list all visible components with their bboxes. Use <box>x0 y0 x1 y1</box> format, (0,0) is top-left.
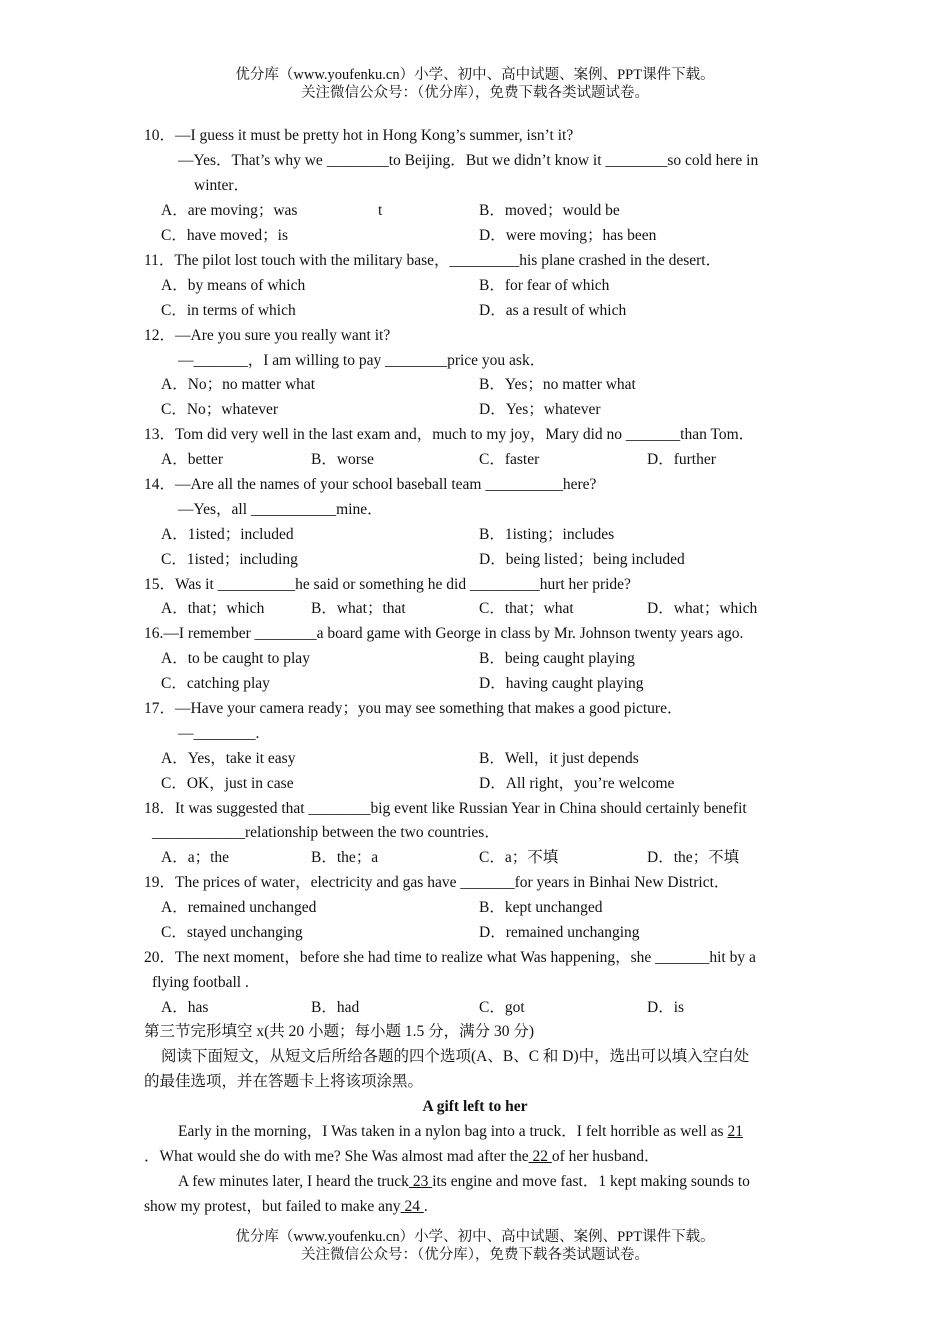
page-header <box>0 66 950 103</box>
q18-option-a: A．a；the <box>161 849 230 866</box>
passage-line-2 <box>144 1147 659 1167</box>
q12-option-c: C．No；whatever <box>161 401 279 418</box>
q19-option-c: C．stayed unchanging <box>161 924 303 941</box>
q14-stem: 14．—Are all the names of your school baseball team __________here? <box>144 476 597 493</box>
q16-option-a: A．to be caught to play <box>161 650 310 667</box>
q10-stray-char: t <box>378 202 383 219</box>
q13-stem: 13．Tom did very well in the last exam and，much to my joy，Mary did no _______than Tom． <box>144 426 755 443</box>
q10-stem: 10．—I guess it must be pretty hot in Hong Kong’s summer, isn’t it? <box>144 127 574 144</box>
q18-option-d: D．the；不填 <box>647 849 740 866</box>
q15-stem: 15．Was it __________he said or something he did _________hurt her pride? <box>144 576 631 593</box>
blank-21: 21 <box>727 1123 743 1140</box>
q10-reply: —Yes．That’s why we ________to Beijing．But we didn’t know it ________so cold here in <box>178 152 759 169</box>
q17-reply: —________. <box>178 725 260 742</box>
section-heading: 第三节完形填空 x(共 20 小题；每小题 1.5 分，满分 30 分) <box>144 1023 535 1040</box>
q16-stem: 16.—I remember ________a board game with George in class by Mr. Johnson twenty years ago. <box>144 625 744 642</box>
q12-reply: —_______，I am willing to pay ________price you ask． <box>178 352 546 369</box>
q16-option-c: C．catching play <box>161 675 270 692</box>
q13-option-a: A．better <box>161 451 223 468</box>
q17-option-a: A．Yes，take it easy <box>161 750 296 767</box>
q20-stem: 20．The next moment，before she had time to realize what Was happening，she _______hit by a <box>144 949 756 966</box>
passage-text: Early in the morning，I Was taken in a nylon bag into a truck．I felt horrible as well as <box>178 1123 728 1140</box>
passage-text: show my protest，but failed to make any <box>144 1198 401 1215</box>
q10-option-c: C．have moved；is <box>161 227 288 244</box>
q14-option-d: D．being listed；being included <box>479 551 685 568</box>
passage-text: ．What would she do with me? She Was almost mad after the <box>144 1148 529 1165</box>
q14-reply: —Yes，all ___________mine． <box>178 501 383 518</box>
q18-option-c: C．a；不填 <box>479 849 559 866</box>
q20-option-c: C．got <box>479 999 525 1016</box>
blank-24: 24 <box>400 1198 424 1215</box>
q13-option-b: B．worse <box>311 451 374 468</box>
passage-text: . <box>423 1198 428 1215</box>
q13-option-d: D．further <box>647 451 716 468</box>
footer-line-1: 优分库（www.youfenku.cn）小学、初中、高中试题、案例、PPT课件下载。 <box>235 1229 715 1245</box>
passage-text: A few minutes later, I heard the truck <box>178 1173 409 1190</box>
q19-option-d: D．remained unchanging <box>479 924 640 941</box>
q20-option-b: B．had <box>311 999 360 1016</box>
q14-option-a: A．1isted；included <box>161 526 294 543</box>
q15-option-a: A．that；which <box>161 600 265 617</box>
q14-option-c: C．1isted；including <box>161 551 298 568</box>
q11-option-d: D．as a result of which <box>479 302 627 319</box>
section-instructions: 阅读下面短文，从短文后所给各题的四个选项(A、B、C 和 D)中，选出可以填入空白处 <box>161 1048 750 1065</box>
q15-option-b: B．what；that <box>311 600 406 617</box>
passage-line-4 <box>144 1197 428 1217</box>
q11-option-b: B．for fear of which <box>479 277 610 294</box>
q18-option-b: B．the；a <box>311 849 379 866</box>
q12-stem: 12．—Are you sure you really want it? <box>144 327 391 344</box>
header-line-2: 关注微信公众号：（优分库），免费下载各类试题试卷。 <box>301 85 649 101</box>
q12-option-b: B．Yes；no matter what <box>479 376 636 393</box>
q20-stem-cont: flying football . <box>152 974 249 991</box>
q10-reply-cont: winter． <box>194 177 250 194</box>
page-footer <box>0 1228 950 1265</box>
q20-option-a: A．has <box>161 999 209 1016</box>
passage-line-3 <box>178 1172 750 1192</box>
footer-line-2: 关注微信公众号：（优分库），免费下载各类试题试卷。 <box>301 1247 649 1263</box>
q12-option-a: A．No；no matter what <box>161 376 316 393</box>
q10-option-b: B．moved；would be <box>479 202 620 219</box>
q11-option-c: C．in terms of which <box>161 302 296 319</box>
blank-23: 23 <box>408 1173 433 1190</box>
q19-option-a: A．remained unchanged <box>161 899 317 916</box>
q18-stem-cont: ____________relationship between the two countries． <box>152 824 500 841</box>
q19-stem: 19．The prices of water，electricity and gas have _______for years in Binhai New District． <box>144 874 730 891</box>
q17-stem: 17．—Have your camera ready；you may see something that makes a good picture． <box>144 700 683 717</box>
q14-option-b: B．1isting；includes <box>479 526 615 543</box>
q20-option-d: D．is <box>647 999 685 1016</box>
q16-option-b: B．being caught playing <box>479 650 635 667</box>
passage-title: A gift left to her <box>422 1098 528 1115</box>
q16-option-d: D．having caught playing <box>479 675 644 692</box>
q19-option-b: B．kept unchanged <box>479 899 603 916</box>
q17-option-d: D．All right，you’re welcome <box>479 775 675 792</box>
header-line-1: 优分库（www.youfenku.cn）小学、初中、高中试题、案例、PPT课件下载。 <box>235 67 715 83</box>
q15-option-d: D．what；which <box>647 600 758 617</box>
q17-option-b: B．Well，it just depends <box>479 750 639 767</box>
q10-option-a: A．are moving；was <box>161 202 298 219</box>
q18-stem: 18．It was suggested that ________big event like Russian Year in China should certainly benefit <box>144 800 747 817</box>
q17-option-c: C．OK，just in case <box>161 775 294 792</box>
q13-option-c: C．faster <box>479 451 540 468</box>
passage-line-1 <box>178 1122 743 1142</box>
blank-22: 22 <box>528 1148 552 1165</box>
q11-option-a: A．by means of which <box>161 277 306 294</box>
q10-option-d: D．were moving；has been <box>479 227 657 244</box>
passage-text: its engine and move fast．1 kept making sounds to <box>432 1173 750 1190</box>
q11-stem: 11．The pilot lost touch with the military base，_________his plane crashed in the desert． <box>144 252 722 269</box>
passage-text: of her husband． <box>551 1148 660 1165</box>
section-instructions-cont: 的最佳选项，并在答题卡上将该项涂黑。 <box>144 1073 424 1090</box>
q15-option-c: C．that；what <box>479 600 574 617</box>
q12-option-d: D．Yes；whatever <box>479 401 601 418</box>
